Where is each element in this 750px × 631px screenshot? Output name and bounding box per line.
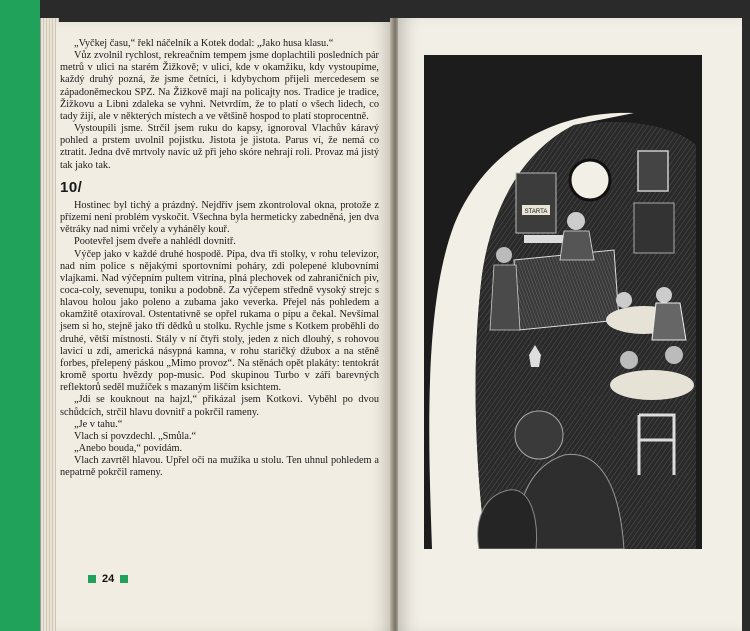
wall-poster [634, 203, 674, 253]
patron-figure [620, 351, 638, 369]
chapter-heading: 10/ [60, 178, 83, 196]
round-lamp-icon [570, 160, 610, 200]
paragraph: „Jdi se kouknout na hajzl,“ přikázal jsem Kotkovi. Vyběhl po dvou schůdcích, strčil hlavu dovnitř a pokrčil rameny. [60, 394, 379, 418]
wall-poster [638, 151, 668, 191]
left-page-text [60, 38, 379, 479]
paragraph: Vůz zvolnil rychlost, rekreačním tempem jsme doplachtili posledních pár metrů v ulici na starém Žižkově; v ulici, kde v okamžiku, kdy vystoupíme, každý druhý pozná, že jsme četníci, i kdybychom přijeli mercedesem se západoněmeckou SPZ. Na Žižkově mají na policajty nos. Tradice je tradice, Žižkovu a Libni zdaleka se vyhni. Netvrdím, že to platí o všech lidech, co tady žijí, ale v některých místech a ve většině hospod to platí stoprocentně. [60, 50, 379, 122]
page-folio [88, 573, 128, 585]
page-number: 24 [102, 573, 115, 585]
bar-counter [514, 250, 619, 330]
pub-interior-illustration [424, 55, 702, 549]
paragraph: „Je v tahu.“ [74, 418, 123, 430]
trophy-shelf [516, 173, 556, 233]
paragraph: Hostinec byl tichý a prázdný. Nejdřív jsem zkontroloval okna, protože z přízemí není problém vyskočit. Všechna byla hermeticky zabedněná, jen dva větráky nad nimi vrčely a vyháněly kouř. [60, 199, 379, 236]
paragraph: Pootevřel jsem dveře a nahlédl dovnitř. [74, 236, 236, 248]
folio-square-icon [120, 575, 128, 583]
patron-figure [665, 346, 683, 364]
table [610, 370, 694, 400]
paragraph: „Vyčkej času,“ řekl náčelník a Kotek dodal: „Jako husa klasu.“ [74, 38, 334, 49]
paragraph: Vlach zavrtěl hlavou. Upřel oči na mužíka u stolu. Ten uhnul pohledem a nepatrně pokrčil rameny. [60, 455, 379, 479]
patron-figure [656, 287, 672, 303]
background-right [742, 18, 750, 631]
paragraph: Vystoupili jsme. Strčil jsem ruku do kapsy, ignoroval Vlachův káravý pohled a prstem uvolnil pojistku. Jistota je jistota. Parus ví, že nemá co ztratit. Jedna dvě mrtvoly navíc už při jeho skóre nehrají roli. Provaz má jistý tak jako tak. [60, 123, 379, 171]
foreground-head [515, 411, 563, 459]
bar-counter-top [524, 235, 564, 243]
paragraph: Vlach si povzdechl. „Smůla.“ [74, 430, 197, 442]
patron-figure [616, 292, 632, 308]
bartender-figure [567, 212, 585, 230]
patron-figure [496, 247, 512, 263]
paragraph: Výčep jako v každé druhé hospodě. Pípa, dva tři stolky, v rohu televizor, nad ním police s nějakými sportovními poháry, zdi polepené klubovními vlajkami. Nad výčepním pultem vitrína, plná plechovek od zahraničních piv, coca-coly, sevenupu, toniku a podobně. Za výčepem středně vysoký strejc s hlavou holou jako poleno a zubama jako veverka. Přejel nás pohledem a okamžitě otaxíroval. Ostentativně se opřel rukama o pípu a čekal. Nevšímal jsem si ho, stejně jako tří dědků u stolku. Rychle jsme s Kotkem proběhli do druhé, větší místnosti. Stály v ní čtyři stoly, jeden z nich dlouhý, s rohovou lavicí u zdi, americká násypná kamna, v rohu staričký džubox a na stěně forbes, přelepený páskou „Mimo provoz“. Na stěnách opět plakáty: tentokrát kromě sportu hvězdy pop-music. Pod skupinou Turbo v záři barevných reflektorů seděl mužíček s mazaným liščím ksichtem. [60, 248, 379, 394]
paragraph: „Anebo bouda,“ povídám. [74, 443, 183, 454]
bar-sign-text: STARTA [524, 209, 548, 215]
folio-square-icon [88, 575, 96, 583]
